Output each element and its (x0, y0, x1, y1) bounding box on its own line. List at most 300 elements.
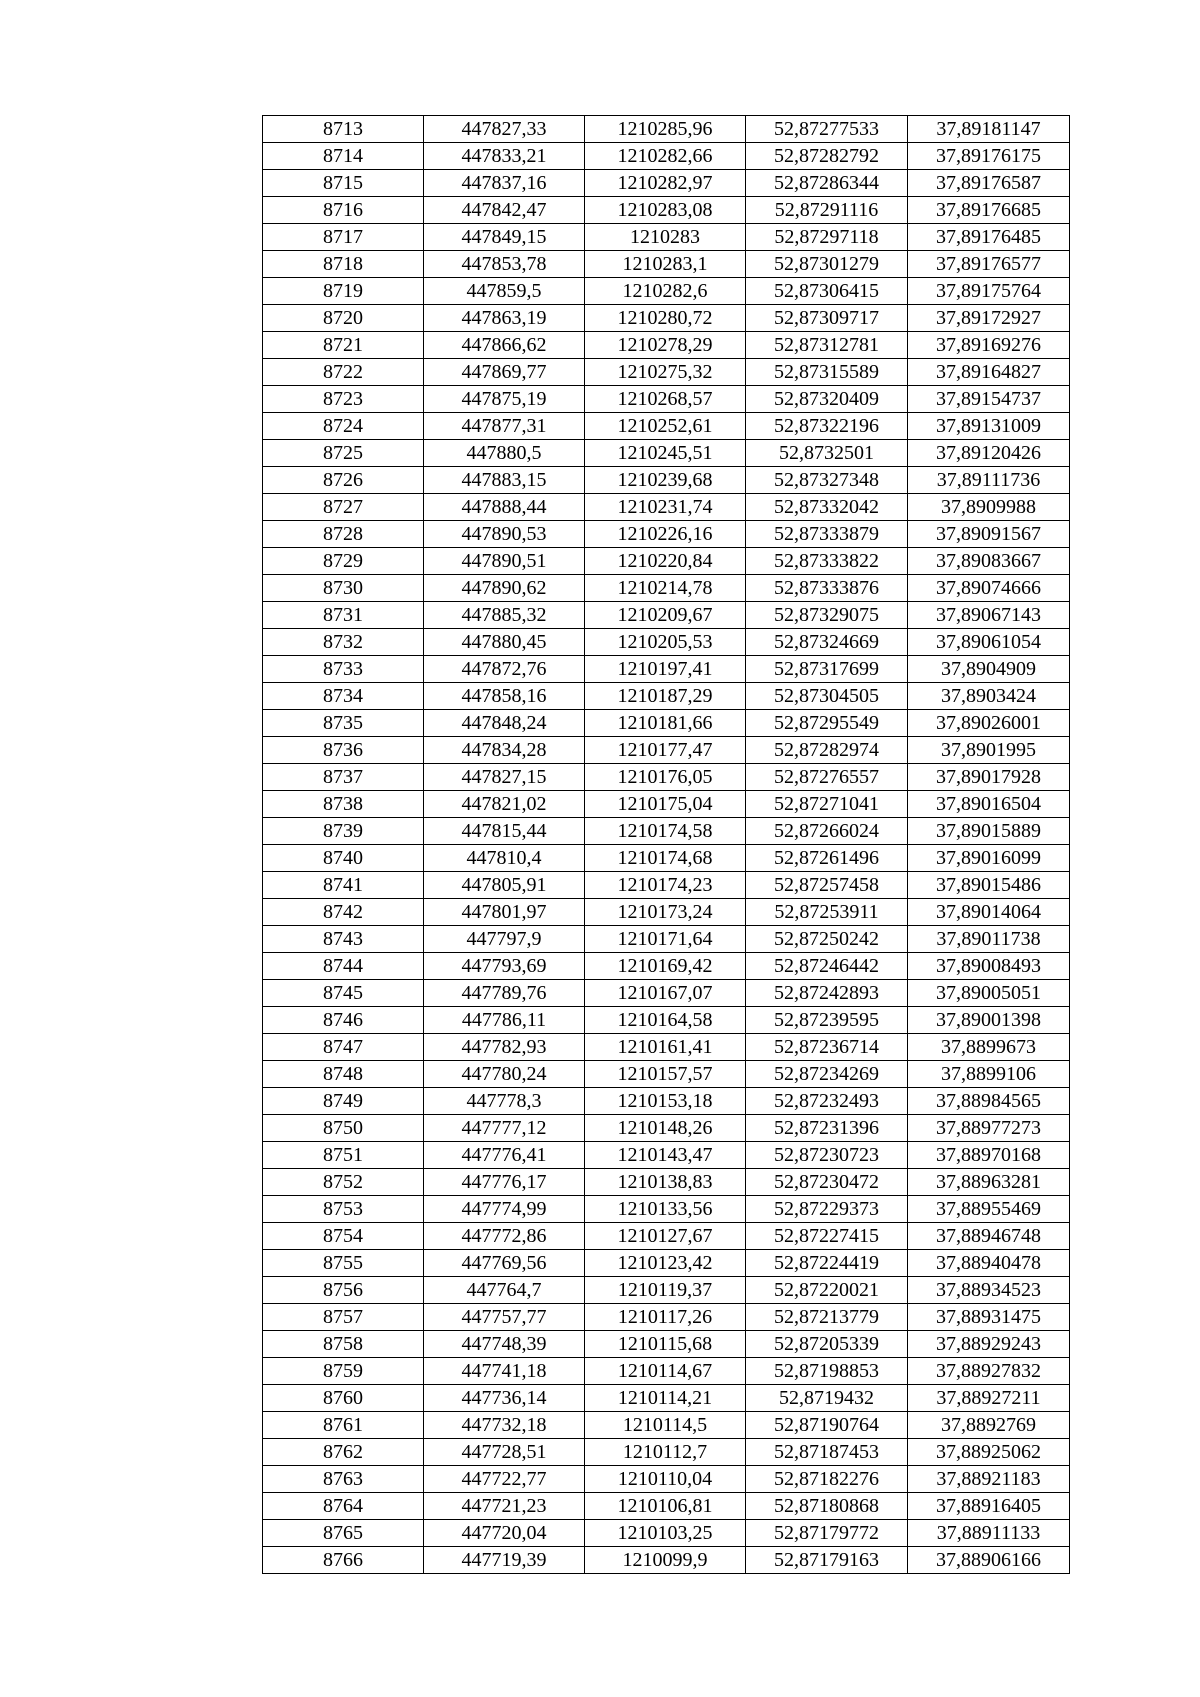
latitude-cell: 52,87306415 (746, 278, 908, 305)
latitude-cell: 52,87332042 (746, 494, 908, 521)
point-number-cell: 8721 (263, 332, 424, 359)
y-coordinate-cell: 1210169,42 (585, 953, 746, 980)
table-row (263, 1358, 1070, 1385)
table-row (263, 818, 1070, 845)
table-row (263, 278, 1070, 305)
y-coordinate-cell: 1210112,7 (585, 1439, 746, 1466)
latitude-cell: 52,87242893 (746, 980, 908, 1007)
x-coordinate-cell: 447720,04 (424, 1520, 585, 1547)
point-number-cell: 8720 (263, 305, 424, 332)
x-coordinate-cell: 447728,51 (424, 1439, 585, 1466)
latitude-cell: 52,87291116 (746, 197, 908, 224)
y-coordinate-cell: 1210220,84 (585, 548, 746, 575)
point-number-cell: 8751 (263, 1142, 424, 1169)
y-coordinate-cell: 1210275,32 (585, 359, 746, 386)
latitude-cell: 52,87220021 (746, 1277, 908, 1304)
y-coordinate-cell: 1210175,04 (585, 791, 746, 818)
latitude-cell: 52,87312781 (746, 332, 908, 359)
point-number-cell: 8713 (263, 116, 424, 143)
longitude-cell: 37,89005051 (908, 980, 1070, 1007)
x-coordinate-cell: 447736,14 (424, 1385, 585, 1412)
longitude-cell: 37,89154737 (908, 386, 1070, 413)
y-coordinate-cell: 1210239,68 (585, 467, 746, 494)
y-coordinate-cell: 1210099,9 (585, 1547, 746, 1574)
table-row (263, 1412, 1070, 1439)
x-coordinate-cell: 447872,76 (424, 656, 585, 683)
table-row (263, 440, 1070, 467)
y-coordinate-cell: 1210119,37 (585, 1277, 746, 1304)
x-coordinate-cell: 447842,47 (424, 197, 585, 224)
table-row (263, 1277, 1070, 1304)
latitude-cell: 52,87205339 (746, 1331, 908, 1358)
point-number-cell: 8741 (263, 872, 424, 899)
table-row (263, 359, 1070, 386)
table-row (263, 1466, 1070, 1493)
x-coordinate-cell: 447780,24 (424, 1061, 585, 1088)
point-number-cell: 8755 (263, 1250, 424, 1277)
y-coordinate-cell: 1210205,53 (585, 629, 746, 656)
x-coordinate-cell: 447721,23 (424, 1493, 585, 1520)
latitude-cell: 52,87179163 (746, 1547, 908, 1574)
point-number-cell: 8731 (263, 602, 424, 629)
x-coordinate-cell: 447827,33 (424, 116, 585, 143)
latitude-cell: 52,87282792 (746, 143, 908, 170)
latitude-cell: 52,87324669 (746, 629, 908, 656)
table-row (263, 926, 1070, 953)
point-number-cell: 8714 (263, 143, 424, 170)
y-coordinate-cell: 1210148,26 (585, 1115, 746, 1142)
x-coordinate-cell: 447764,7 (424, 1277, 585, 1304)
point-number-cell: 8738 (263, 791, 424, 818)
y-coordinate-cell: 1210283,08 (585, 197, 746, 224)
longitude-cell: 37,8899106 (908, 1061, 1070, 1088)
latitude-cell: 52,87230723 (746, 1142, 908, 1169)
longitude-cell: 37,88925062 (908, 1439, 1070, 1466)
y-coordinate-cell: 1210181,66 (585, 710, 746, 737)
point-number-cell: 8716 (263, 197, 424, 224)
longitude-cell: 37,89015486 (908, 872, 1070, 899)
longitude-cell: 37,88906166 (908, 1547, 1070, 1574)
x-coordinate-cell: 447757,77 (424, 1304, 585, 1331)
latitude-cell: 52,87250242 (746, 926, 908, 953)
table-row (263, 1331, 1070, 1358)
point-number-cell: 8749 (263, 1088, 424, 1115)
latitude-cell: 52,87297118 (746, 224, 908, 251)
y-coordinate-cell: 1210138,83 (585, 1169, 746, 1196)
latitude-cell: 52,87239595 (746, 1007, 908, 1034)
point-number-cell: 8765 (263, 1520, 424, 1547)
y-coordinate-cell: 1210197,41 (585, 656, 746, 683)
table-row (263, 197, 1070, 224)
point-number-cell: 8759 (263, 1358, 424, 1385)
longitude-cell: 37,8899673 (908, 1034, 1070, 1061)
longitude-cell: 37,89017928 (908, 764, 1070, 791)
y-coordinate-cell: 1210187,29 (585, 683, 746, 710)
x-coordinate-cell: 447732,18 (424, 1412, 585, 1439)
y-coordinate-cell: 1210177,47 (585, 737, 746, 764)
y-coordinate-cell: 1210114,21 (585, 1385, 746, 1412)
table-row (263, 467, 1070, 494)
x-coordinate-cell: 447827,15 (424, 764, 585, 791)
point-number-cell: 8732 (263, 629, 424, 656)
longitude-cell: 37,89175764 (908, 278, 1070, 305)
table-row (263, 251, 1070, 278)
table-row (263, 143, 1070, 170)
point-number-cell: 8728 (263, 521, 424, 548)
table-row (263, 1250, 1070, 1277)
latitude-cell: 52,87230472 (746, 1169, 908, 1196)
y-coordinate-cell: 1210115,68 (585, 1331, 746, 1358)
longitude-cell: 37,89176175 (908, 143, 1070, 170)
longitude-cell: 37,88911133 (908, 1520, 1070, 1547)
y-coordinate-cell: 1210153,18 (585, 1088, 746, 1115)
y-coordinate-cell: 1210282,97 (585, 170, 746, 197)
latitude-cell: 52,87234269 (746, 1061, 908, 1088)
longitude-cell: 37,89067143 (908, 602, 1070, 629)
longitude-cell: 37,88946748 (908, 1223, 1070, 1250)
x-coordinate-cell: 447848,24 (424, 710, 585, 737)
longitude-cell: 37,89001398 (908, 1007, 1070, 1034)
table-row (263, 1088, 1070, 1115)
x-coordinate-cell: 447782,93 (424, 1034, 585, 1061)
longitude-cell: 37,8903424 (908, 683, 1070, 710)
table-row (263, 764, 1070, 791)
table-row (263, 1439, 1070, 1466)
table-row (263, 1520, 1070, 1547)
longitude-cell: 37,89016504 (908, 791, 1070, 818)
point-number-cell: 8729 (263, 548, 424, 575)
y-coordinate-cell: 1210226,16 (585, 521, 746, 548)
longitude-cell: 37,89172927 (908, 305, 1070, 332)
x-coordinate-cell: 447863,19 (424, 305, 585, 332)
x-coordinate-cell: 447722,77 (424, 1466, 585, 1493)
latitude-cell: 52,87213779 (746, 1304, 908, 1331)
latitude-cell: 52,87333879 (746, 521, 908, 548)
latitude-cell: 52,87317699 (746, 656, 908, 683)
table-row (263, 1061, 1070, 1088)
latitude-cell: 52,87286344 (746, 170, 908, 197)
longitude-cell: 37,89015889 (908, 818, 1070, 845)
latitude-cell: 52,87301279 (746, 251, 908, 278)
table-row (263, 845, 1070, 872)
point-number-cell: 8734 (263, 683, 424, 710)
point-number-cell: 8740 (263, 845, 424, 872)
y-coordinate-cell: 1210157,57 (585, 1061, 746, 1088)
table-row (263, 575, 1070, 602)
latitude-cell: 52,87180868 (746, 1493, 908, 1520)
x-coordinate-cell: 447815,44 (424, 818, 585, 845)
x-coordinate-cell: 447778,3 (424, 1088, 585, 1115)
point-number-cell: 8745 (263, 980, 424, 1007)
latitude-cell: 52,87333876 (746, 575, 908, 602)
latitude-cell: 52,87261496 (746, 845, 908, 872)
y-coordinate-cell: 1210143,47 (585, 1142, 746, 1169)
y-coordinate-cell: 1210123,42 (585, 1250, 746, 1277)
point-number-cell: 8718 (263, 251, 424, 278)
latitude-cell: 52,87187453 (746, 1439, 908, 1466)
y-coordinate-cell: 1210278,29 (585, 332, 746, 359)
table-row (263, 629, 1070, 656)
latitude-cell: 52,87231396 (746, 1115, 908, 1142)
table-row (263, 1115, 1070, 1142)
point-number-cell: 8753 (263, 1196, 424, 1223)
point-number-cell: 8733 (263, 656, 424, 683)
y-coordinate-cell: 1210282,6 (585, 278, 746, 305)
x-coordinate-cell: 447869,77 (424, 359, 585, 386)
x-coordinate-cell: 447853,78 (424, 251, 585, 278)
table-row (263, 737, 1070, 764)
table-row (263, 548, 1070, 575)
x-coordinate-cell: 447786,11 (424, 1007, 585, 1034)
table-row (263, 1304, 1070, 1331)
table-row (263, 1169, 1070, 1196)
table-row (263, 1385, 1070, 1412)
latitude-cell: 52,87179772 (746, 1520, 908, 1547)
longitude-cell: 37,88955469 (908, 1196, 1070, 1223)
longitude-cell: 37,89111736 (908, 467, 1070, 494)
longitude-cell: 37,89083667 (908, 548, 1070, 575)
longitude-cell: 37,89026001 (908, 710, 1070, 737)
point-number-cell: 8736 (263, 737, 424, 764)
table-row (263, 1034, 1070, 1061)
y-coordinate-cell: 1210133,56 (585, 1196, 746, 1223)
table-row (263, 710, 1070, 737)
table-row (263, 1142, 1070, 1169)
y-coordinate-cell: 1210171,64 (585, 926, 746, 953)
point-number-cell: 8719 (263, 278, 424, 305)
point-number-cell: 8763 (263, 1466, 424, 1493)
x-coordinate-cell: 447883,15 (424, 467, 585, 494)
table-row (263, 980, 1070, 1007)
latitude-cell: 52,87229373 (746, 1196, 908, 1223)
latitude-cell: 52,87266024 (746, 818, 908, 845)
point-number-cell: 8747 (263, 1034, 424, 1061)
y-coordinate-cell: 1210283,1 (585, 251, 746, 278)
table-row (263, 224, 1070, 251)
table-row (263, 1493, 1070, 1520)
x-coordinate-cell: 447890,53 (424, 521, 585, 548)
y-coordinate-cell: 1210214,78 (585, 575, 746, 602)
longitude-cell: 37,89176485 (908, 224, 1070, 251)
y-coordinate-cell: 1210231,74 (585, 494, 746, 521)
x-coordinate-cell: 447834,28 (424, 737, 585, 764)
table-row (263, 683, 1070, 710)
y-coordinate-cell: 1210282,66 (585, 143, 746, 170)
longitude-cell: 37,89008493 (908, 953, 1070, 980)
table-row (263, 170, 1070, 197)
latitude-cell: 52,87271041 (746, 791, 908, 818)
y-coordinate-cell: 1210167,07 (585, 980, 746, 1007)
point-number-cell: 8761 (263, 1412, 424, 1439)
y-coordinate-cell: 1210268,57 (585, 386, 746, 413)
x-coordinate-cell: 447801,97 (424, 899, 585, 926)
x-coordinate-cell: 447772,86 (424, 1223, 585, 1250)
latitude-cell: 52,8719432 (746, 1385, 908, 1412)
y-coordinate-cell: 1210161,41 (585, 1034, 746, 1061)
longitude-cell: 37,89169276 (908, 332, 1070, 359)
y-coordinate-cell: 1210209,67 (585, 602, 746, 629)
latitude-cell: 52,87253911 (746, 899, 908, 926)
longitude-cell: 37,89074666 (908, 575, 1070, 602)
longitude-cell: 37,88984565 (908, 1088, 1070, 1115)
x-coordinate-cell: 447875,19 (424, 386, 585, 413)
table-row (263, 791, 1070, 818)
longitude-cell: 37,88929243 (908, 1331, 1070, 1358)
x-coordinate-cell: 447890,62 (424, 575, 585, 602)
point-number-cell: 8750 (263, 1115, 424, 1142)
y-coordinate-cell: 1210173,24 (585, 899, 746, 926)
longitude-cell: 37,88927211 (908, 1385, 1070, 1412)
point-number-cell: 8723 (263, 386, 424, 413)
longitude-cell: 37,88934523 (908, 1277, 1070, 1304)
x-coordinate-cell: 447774,99 (424, 1196, 585, 1223)
x-coordinate-cell: 447880,5 (424, 440, 585, 467)
point-number-cell: 8766 (263, 1547, 424, 1574)
point-number-cell: 8727 (263, 494, 424, 521)
latitude-cell: 52,87246442 (746, 953, 908, 980)
longitude-cell: 37,8909988 (908, 494, 1070, 521)
longitude-cell: 37,88963281 (908, 1169, 1070, 1196)
y-coordinate-cell: 1210103,25 (585, 1520, 746, 1547)
latitude-cell: 52,87322196 (746, 413, 908, 440)
x-coordinate-cell: 447880,45 (424, 629, 585, 656)
latitude-cell: 52,87304505 (746, 683, 908, 710)
longitude-cell: 37,89061054 (908, 629, 1070, 656)
latitude-cell: 52,87309717 (746, 305, 908, 332)
latitude-cell: 52,87227415 (746, 1223, 908, 1250)
longitude-cell: 37,88970168 (908, 1142, 1070, 1169)
longitude-cell: 37,8892769 (908, 1412, 1070, 1439)
longitude-cell: 37,8904909 (908, 656, 1070, 683)
latitude-cell: 52,87333822 (746, 548, 908, 575)
latitude-cell: 52,87277533 (746, 116, 908, 143)
point-number-cell: 8757 (263, 1304, 424, 1331)
latitude-cell: 52,8732501 (746, 440, 908, 467)
table-row (263, 305, 1070, 332)
longitude-cell: 37,88927832 (908, 1358, 1070, 1385)
point-number-cell: 8742 (263, 899, 424, 926)
point-number-cell: 8752 (263, 1169, 424, 1196)
x-coordinate-cell: 447849,15 (424, 224, 585, 251)
x-coordinate-cell: 447741,18 (424, 1358, 585, 1385)
x-coordinate-cell: 447885,32 (424, 602, 585, 629)
latitude-cell: 52,87198853 (746, 1358, 908, 1385)
point-number-cell: 8717 (263, 224, 424, 251)
table-row (263, 656, 1070, 683)
table-row (263, 953, 1070, 980)
latitude-cell: 52,87329075 (746, 602, 908, 629)
point-number-cell: 8762 (263, 1439, 424, 1466)
table-row (263, 872, 1070, 899)
x-coordinate-cell: 447833,21 (424, 143, 585, 170)
longitude-cell: 37,88921183 (908, 1466, 1070, 1493)
longitude-cell: 37,89164827 (908, 359, 1070, 386)
point-number-cell: 8743 (263, 926, 424, 953)
longitude-cell: 37,89131009 (908, 413, 1070, 440)
table-row (263, 413, 1070, 440)
table-row (263, 1547, 1070, 1574)
point-number-cell: 8715 (263, 170, 424, 197)
latitude-cell: 52,87182276 (746, 1466, 908, 1493)
longitude-cell: 37,88916405 (908, 1493, 1070, 1520)
y-coordinate-cell: 1210245,51 (585, 440, 746, 467)
longitude-cell: 37,89011738 (908, 926, 1070, 953)
y-coordinate-cell: 1210285,96 (585, 116, 746, 143)
latitude-cell: 52,87190764 (746, 1412, 908, 1439)
longitude-cell: 37,89176587 (908, 170, 1070, 197)
y-coordinate-cell: 1210114,5 (585, 1412, 746, 1439)
y-coordinate-cell: 1210110,04 (585, 1466, 746, 1493)
x-coordinate-cell: 447776,17 (424, 1169, 585, 1196)
y-coordinate-cell: 1210174,68 (585, 845, 746, 872)
coordinates-table (262, 115, 1070, 1574)
x-coordinate-cell: 447858,16 (424, 683, 585, 710)
y-coordinate-cell: 1210164,58 (585, 1007, 746, 1034)
y-coordinate-cell: 1210283 (585, 224, 746, 251)
table-row (263, 332, 1070, 359)
table-row (263, 1196, 1070, 1223)
y-coordinate-cell: 1210117,26 (585, 1304, 746, 1331)
x-coordinate-cell: 447793,69 (424, 953, 585, 980)
y-coordinate-cell: 1210252,61 (585, 413, 746, 440)
longitude-cell: 37,89091567 (908, 521, 1070, 548)
x-coordinate-cell: 447777,12 (424, 1115, 585, 1142)
x-coordinate-cell: 447837,16 (424, 170, 585, 197)
table-row (263, 494, 1070, 521)
latitude-cell: 52,87295549 (746, 710, 908, 737)
longitude-cell: 37,8901995 (908, 737, 1070, 764)
latitude-cell: 52,87232493 (746, 1088, 908, 1115)
longitude-cell: 37,89014064 (908, 899, 1070, 926)
longitude-cell: 37,88977273 (908, 1115, 1070, 1142)
longitude-cell: 37,89181147 (908, 116, 1070, 143)
point-number-cell: 8724 (263, 413, 424, 440)
x-coordinate-cell: 447748,39 (424, 1331, 585, 1358)
table-row (263, 602, 1070, 629)
point-number-cell: 8739 (263, 818, 424, 845)
x-coordinate-cell: 447859,5 (424, 278, 585, 305)
table-row (263, 116, 1070, 143)
table-row (263, 1007, 1070, 1034)
point-number-cell: 8764 (263, 1493, 424, 1520)
point-number-cell: 8758 (263, 1331, 424, 1358)
y-coordinate-cell: 1210106,81 (585, 1493, 746, 1520)
table-row (263, 899, 1070, 926)
latitude-cell: 52,87236714 (746, 1034, 908, 1061)
point-number-cell: 8754 (263, 1223, 424, 1250)
latitude-cell: 52,87320409 (746, 386, 908, 413)
table-row (263, 1223, 1070, 1250)
x-coordinate-cell: 447821,02 (424, 791, 585, 818)
table-row (263, 386, 1070, 413)
x-coordinate-cell: 447888,44 (424, 494, 585, 521)
y-coordinate-cell: 1210174,58 (585, 818, 746, 845)
latitude-cell: 52,87257458 (746, 872, 908, 899)
x-coordinate-cell: 447776,41 (424, 1142, 585, 1169)
latitude-cell: 52,87282974 (746, 737, 908, 764)
y-coordinate-cell: 1210176,05 (585, 764, 746, 791)
point-number-cell: 8735 (263, 710, 424, 737)
x-coordinate-cell: 447797,9 (424, 926, 585, 953)
longitude-cell: 37,89120426 (908, 440, 1070, 467)
latitude-cell: 52,87315589 (746, 359, 908, 386)
latitude-cell: 52,87224419 (746, 1250, 908, 1277)
point-number-cell: 8722 (263, 359, 424, 386)
x-coordinate-cell: 447877,31 (424, 413, 585, 440)
longitude-cell: 37,89176685 (908, 197, 1070, 224)
y-coordinate-cell: 1210174,23 (585, 872, 746, 899)
point-number-cell: 8730 (263, 575, 424, 602)
